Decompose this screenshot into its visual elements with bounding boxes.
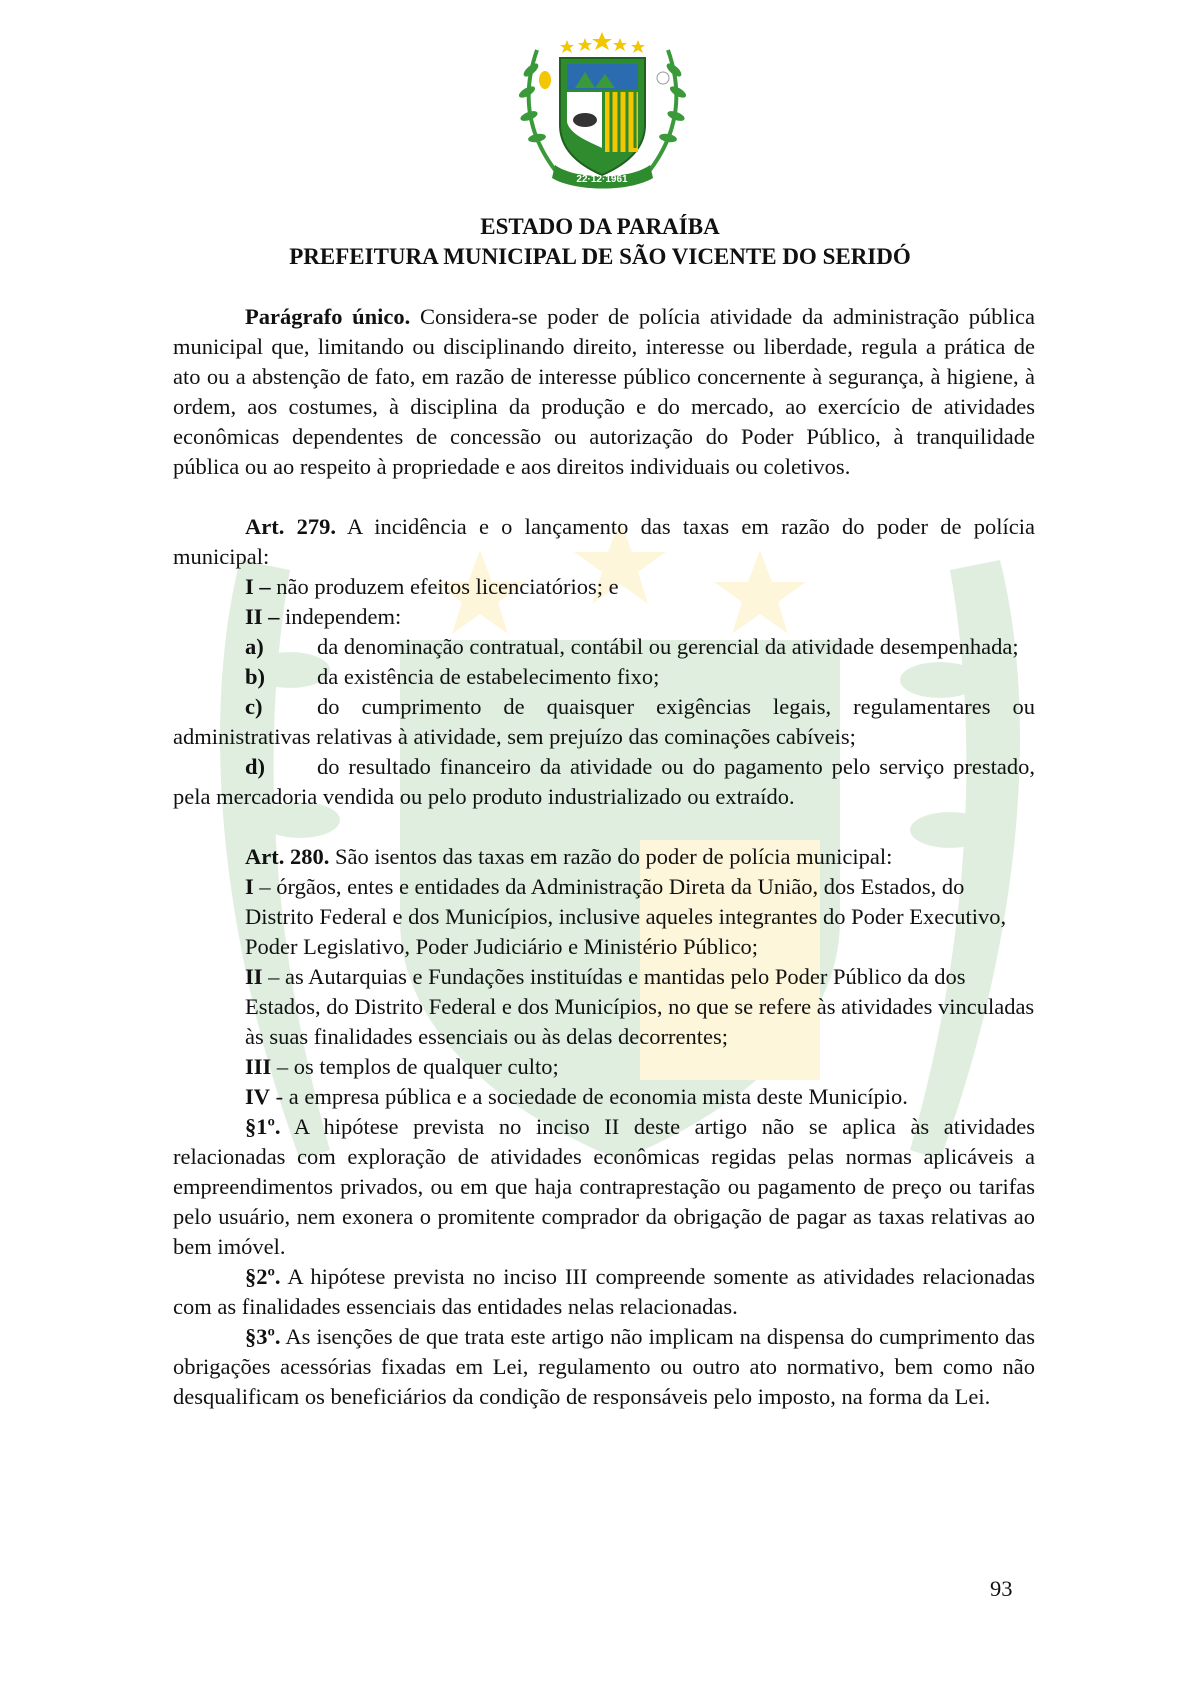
inciso: II – as Autarquias e Fundações instituídas e mantidas pelo Poder Público da dos Estados, do Distrito Federal e dos Municípios, no que se refere às atividades vinculadas às suas finalidades essenciais ou às delas decorrentes;: [245, 964, 1035, 1049]
art-279-alineas: [173, 632, 1035, 812]
header-state: ESTADO DA PARAÍBA: [480, 214, 720, 239]
art-280-incisos: [173, 872, 1035, 1112]
alinea: c) do cumprimento de quaisquer exigências legais, regulamentares ou administrativas relativas à atividade, sem prejuízo das cominações cabíveis;: [173, 694, 1035, 749]
crest-logo: [515, 30, 690, 195]
inciso: III – os templos de qualquer culto;: [245, 1054, 559, 1079]
header-prefecture: PREFEITURA MUNICIPAL DE SÃO VICENTE DO SERIDÓ: [289, 244, 911, 269]
art-279-incisos: [173, 572, 1035, 632]
document-header: [0, 212, 1200, 272]
paragrafo-unico: Parágrafo único. Considera-se poder de polícia atividade da administração pública municipal que, limitando ou disciplinando direito, interesse ou liberdade, regula a prática de ato ou a abstenção de fato, em razão de interesse público concernente à segurança, à higiene, à ordem, aos costumes, à disciplina da produção e do mercado, ao exercício de atividades econômicas dependentes de concessão ou autorização do Poder Público, à tranquilidade pública ou ao respeito à propriedade e aos direitos individuais ou coletivos.: [173, 304, 1035, 479]
document-body: [173, 302, 1035, 1412]
crest-date: 22·12·1961: [576, 174, 628, 185]
alinea: b) da existência de estabelecimento fixo;: [245, 664, 660, 689]
art-279-caput: Art. 279. A incidência e o lançamento das taxas em razão do poder de polícia municipal:: [173, 514, 1035, 569]
paragrafo: §3º. As isenções de que trata este artigo não implicam na dispensa do cumprimento das obrigações acessórias fixadas em Lei, regulamento ou outro ato normativo, bem como não desqualificam os beneficiários da condição de responsáveis pelo imposto, na forma da Lei.: [173, 1324, 1035, 1409]
paragrafo: §1º. A hipótese prevista no inciso II deste artigo não se aplica às atividades relacionadas com exploração de atividades econômicas regidas pelas normas aplicáveis a empreendimentos privados, ou em que haja contraprestação ou pagamento de preço ou tarifas pelo usuário, nem exonera o promitente comprador da obrigação de pagar as taxas relativas ao bem imóvel.: [173, 1114, 1035, 1259]
art-280-caput: Art. 280. São isentos das taxas em razão do poder de polícia municipal:: [245, 844, 893, 869]
alinea: d) do resultado financeiro da atividade ou do pagamento pelo serviço prestado, pela mercadoria vendida ou pelo produto industrializado ou extraído.: [173, 754, 1035, 809]
inciso: I – não produzem efeitos licenciatórios; e: [245, 574, 619, 599]
inciso: IV - a empresa pública e a sociedade de economia mista deste Município.: [245, 1084, 908, 1109]
alinea: a) da denominação contratual, contábil ou gerencial da atividade desempenhada;: [245, 634, 1019, 659]
inciso: I – órgãos, entes e entidades da Administração Direta da União, dos Estados, do Distrito Federal e dos Municípios, inclusive aqueles integrantes do Poder Executivo, Poder Legislativo, Poder Judiciário e Ministério Público;: [245, 874, 1007, 959]
inciso: II – independem:: [245, 604, 402, 629]
paragrafo: §2º. A hipótese prevista no inciso III compreende somente as atividades relacionadas com as finalidades essenciais das entidades nelas relacionadas.: [173, 1264, 1035, 1319]
art-280-paragrafos: [173, 1112, 1035, 1412]
page-number: 93: [990, 1576, 1013, 1601]
